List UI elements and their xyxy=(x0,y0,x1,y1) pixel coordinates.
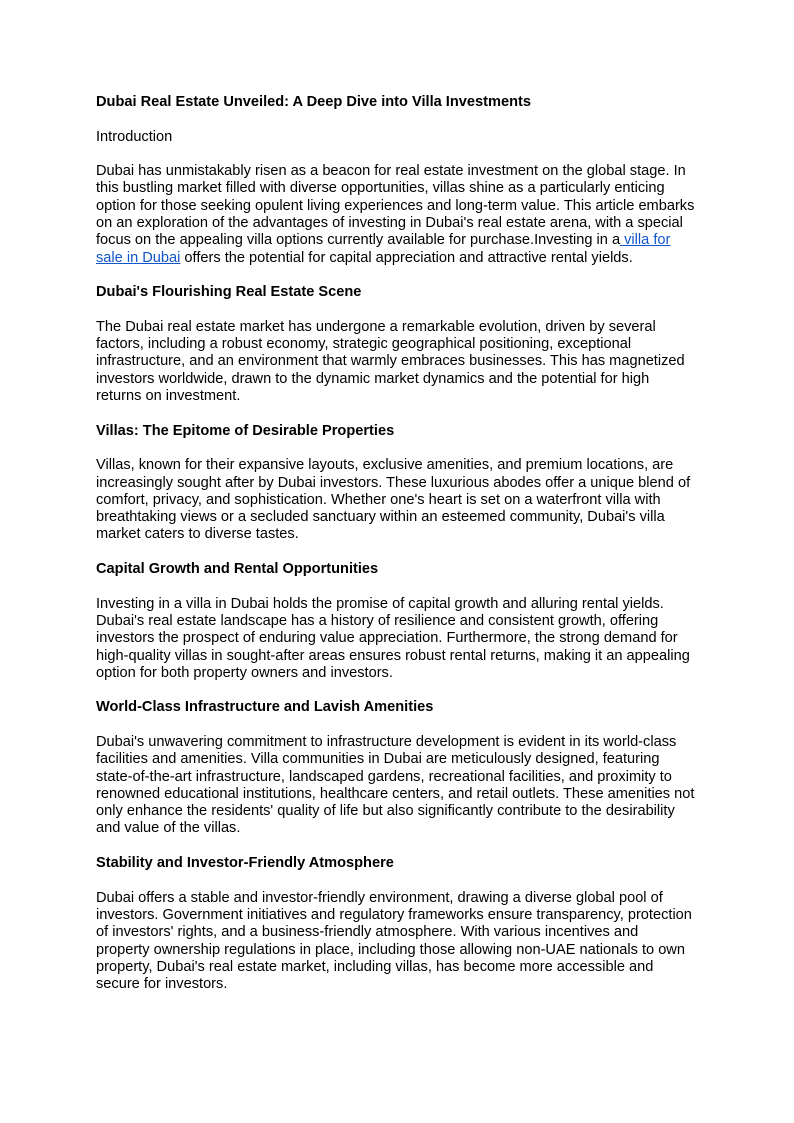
paragraph-line: returns on investment. xyxy=(96,388,241,405)
paragraph-line: Dubai offers a stable and investor-friendly environment, drawing a diverse global pool of xyxy=(96,889,663,906)
document-page xyxy=(96,94,702,993)
paragraph-line: renowned educational institutions, healthcare centers, and retail outlets. These amenities not xyxy=(96,785,695,802)
paragraph-line: Dubai's unwavering commitment to infrastructure development is evident in its world-class xyxy=(96,733,677,750)
paragraph-line: Dubai's real estate landscape has a history of resilience and consistent growth, offering xyxy=(96,612,659,629)
paragraph-line: increasingly sought after by Dubai investors. These luxurious abodes offer a unique blend of xyxy=(96,474,691,491)
paragraph-line: breathtaking views or a secluded sanctuary within an esteemed community, Dubai's villa xyxy=(96,509,665,526)
section xyxy=(96,423,702,561)
intro-line-text: focus on the appealing villa options currently available for purchase.Investing in a xyxy=(96,232,621,249)
paragraph-line: comfort, privacy, and sophistication. Whether one's heart is set on a waterfront villa with xyxy=(96,491,661,508)
paragraph-line: property ownership regulations in place, including those allowing non-UAE nationals to own xyxy=(96,941,685,958)
paragraph-line: Villas, known for their expansive layouts, exclusive amenities, and premium locations, are xyxy=(96,457,674,474)
section xyxy=(96,855,702,993)
paragraph-line: only enhance the residents' quality of life but also significantly contribute to the desirability xyxy=(96,803,675,820)
paragraph-line: investors the prospect of enduring value appreciation. Furthermore, the strong demand for xyxy=(96,630,678,647)
paragraph-line: The Dubai real estate market has undergone a remarkable evolution, driven by several xyxy=(96,318,656,335)
paragraph-line: property, Dubai's real estate market, including villas, has become more accessible and xyxy=(96,958,654,975)
paragraph-line: facilities and amenities. Villa communities in Dubai are meticulously designed, featuring xyxy=(96,751,660,768)
villa-for-sale-link-continued[interactable]: sale in Dubai xyxy=(96,249,181,266)
section xyxy=(96,699,702,855)
paragraph-line: market caters to diverse tastes. xyxy=(96,526,299,543)
paragraph-line: infrastructure, and an environment that warmly embraces businesses. This has magnetized xyxy=(96,353,685,370)
intro-line: this bustling market filled with diverse opportunities, villas shine as a particularly enticing xyxy=(96,180,665,197)
paragraph-line: secure for investors. xyxy=(96,976,228,993)
section-heading: Capital Growth and Rental Opportunities xyxy=(96,561,379,578)
section-heading: World-Class Infrastructure and Lavish Amenities xyxy=(96,699,434,716)
section-heading: Dubai's Flourishing Real Estate Scene xyxy=(96,284,362,301)
paragraph-line: factors, including a robust economy, strategic geographical positioning, exceptional xyxy=(96,336,632,353)
paragraph-line: investors. Government initiatives and regulatory frameworks ensure transparency, protection xyxy=(96,906,692,923)
intro-line xyxy=(96,232,702,249)
section xyxy=(96,284,702,422)
intro-line: on an exploration of the advantages of investing in Dubai's real estate arena, with a special xyxy=(96,215,683,232)
paragraph-line: high-quality villas in sought-after areas ensures robust rental returns, making it an appealing xyxy=(96,647,690,664)
intro-line xyxy=(96,250,702,267)
intro-line: Dubai has unmistakably risen as a beacon for real estate investment on the global stage. In xyxy=(96,163,686,180)
document-title: Dubai Real Estate Unveiled: A Deep Dive into Villa Investments xyxy=(96,94,531,110)
intro-heading: Introduction xyxy=(96,128,173,145)
villa-for-sale-link[interactable]: villa for xyxy=(620,232,671,249)
paragraph-line: of investors' rights, and a business-friendly atmosphere. With various incentives and xyxy=(96,924,639,941)
section xyxy=(96,561,702,699)
paragraph-line: investors worldwide, drawn to the dynamic market dynamics and the potential for high xyxy=(96,370,650,387)
paragraph-line: Investing in a villa in Dubai holds the promise of capital growth and alluring rental yields. xyxy=(96,595,664,612)
intro-paragraph xyxy=(96,163,702,267)
paragraph-line: option for both property owners and investors. xyxy=(96,664,393,681)
intro-line-text: offers the potential for capital appreciation and attractive rental yields. xyxy=(180,249,633,266)
paragraph-line: state-of-the-art infrastructure, landscaped gardens, recreational facilities, and proximity to xyxy=(96,768,672,785)
section-heading: Stability and Investor-Friendly Atmosphere xyxy=(96,855,394,872)
section-heading: Villas: The Epitome of Desirable Properties xyxy=(96,422,395,439)
paragraph-line: and value of the villas. xyxy=(96,820,241,837)
intro-line: option for those seeking opulent living experiences and long-term value. This article embarks xyxy=(96,197,695,214)
